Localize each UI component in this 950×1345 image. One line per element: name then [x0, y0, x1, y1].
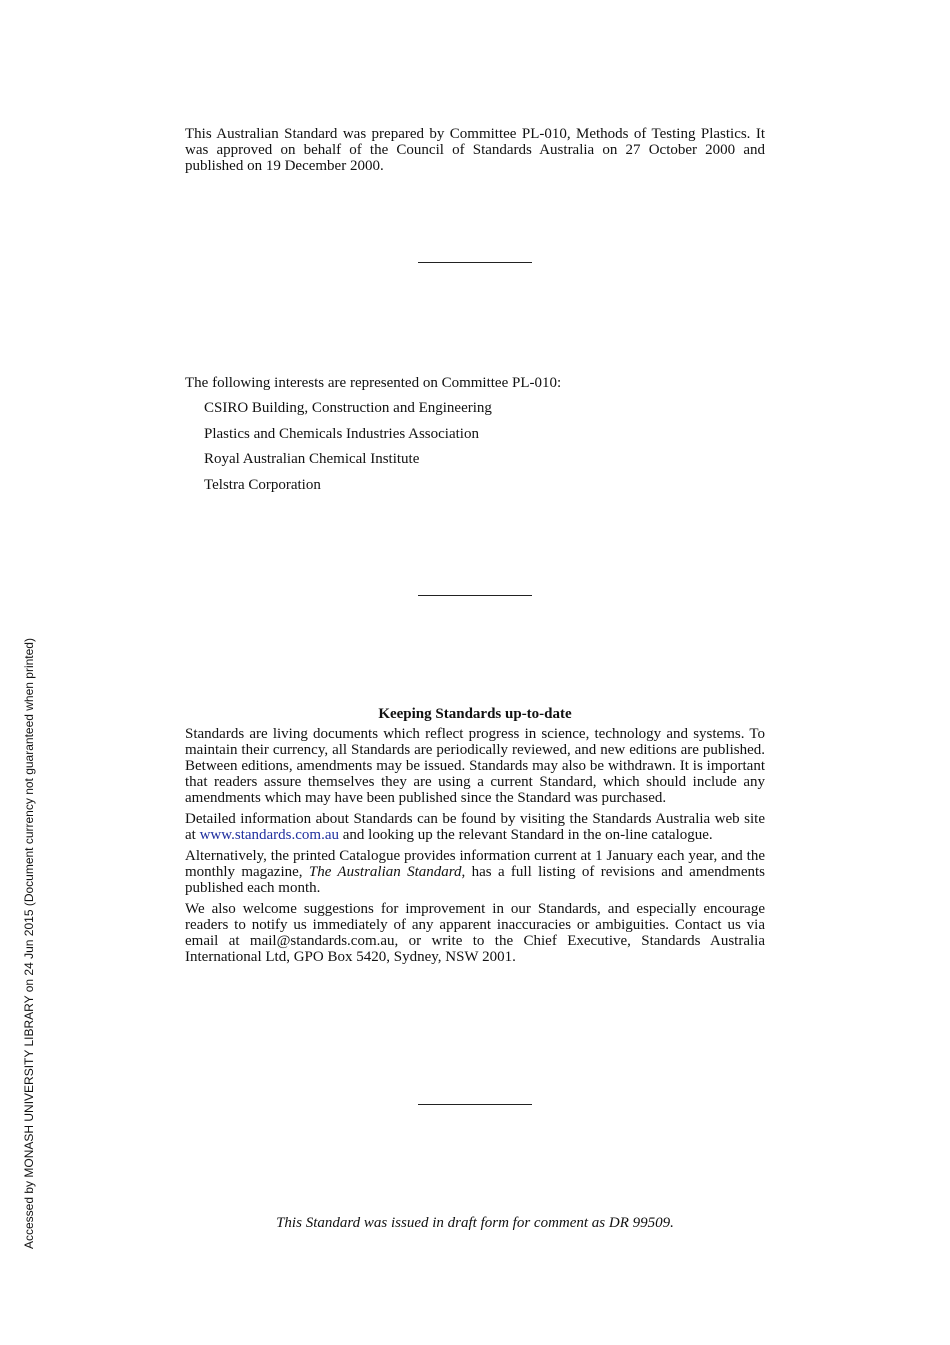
divider-rule [418, 595, 532, 596]
paragraph-text: Detailed information about Standards can be found by visiting the Standards Australia web site at [185, 811, 765, 843]
list-item: Royal Australian Chemical Institute [204, 451, 420, 467]
paragraph-living-documents: Standards are living documents which reflect progress in science, technology and systems. To maintain their currency, all Standards are periodically reviewed, and new editions are published. Between editions, amendments may be issued. Standards may also be withdrawn. It is important that readers assure themselves they are using a current Standard, which should include any amendments which may have been published since the Standard was purchased. [185, 726, 765, 806]
section-heading: Keeping Standards up-to-date [378, 706, 572, 722]
keeping-standards-section [185, 706, 765, 970]
list-item: CSIRO Building, Construction and Engineering [204, 400, 492, 416]
committee-interests [185, 375, 765, 502]
paragraph-text: Alternatively, the printed Catalogue provides information current at 1 January each year, and the monthly magazine, [185, 848, 765, 880]
interests-lead: The following interests are represented on Committee PL-010: [185, 375, 562, 391]
draft-footnote: This Standard was issued in draft form for comment as DR 99509. [276, 1215, 674, 1231]
paragraph-catalogue [185, 848, 765, 896]
divider-rule [418, 1104, 532, 1105]
magazine-title: The Australian Standard [308, 864, 462, 880]
divider-rule [418, 262, 532, 263]
list-item: Telstra Corporation [204, 476, 321, 493]
paragraph-text: , has a full listing of revisions and amendments published each month. [185, 864, 765, 896]
access-watermark: Accessed by MONASH UNIVERSITY LIBRARY on 24 Jun 2015 (Document currency not guaranteed when printed) [22, 638, 36, 1249]
list-item: Plastics and Chemicals Industries Association [204, 425, 479, 442]
standards-website-link[interactable]: www.standards.com.au [199, 827, 339, 843]
paragraph-contact: We also welcome suggestions for improvement in our Standards, and especially encourage readers to notify us immediately of any apparent inaccuracies or ambiguities. Contact us via email at mail@standards.com.au, or write to the Chief Executive, Standards Australia International Ltd, GPO Box 5420, Sydney, NSW 2001. [185, 901, 765, 965]
paragraph-text: and looking up the relevant Standard in the on-line catalogue. [339, 827, 713, 843]
paragraph-website [185, 811, 765, 843]
interests-list [185, 400, 765, 493]
intro-paragraph: This Australian Standard was prepared by Committee PL-010, Methods of Testing Plastics. It was approved on behalf of the Council of Standards Australia on 27 October 2000 and published on 19 December 2000. [185, 126, 765, 174]
